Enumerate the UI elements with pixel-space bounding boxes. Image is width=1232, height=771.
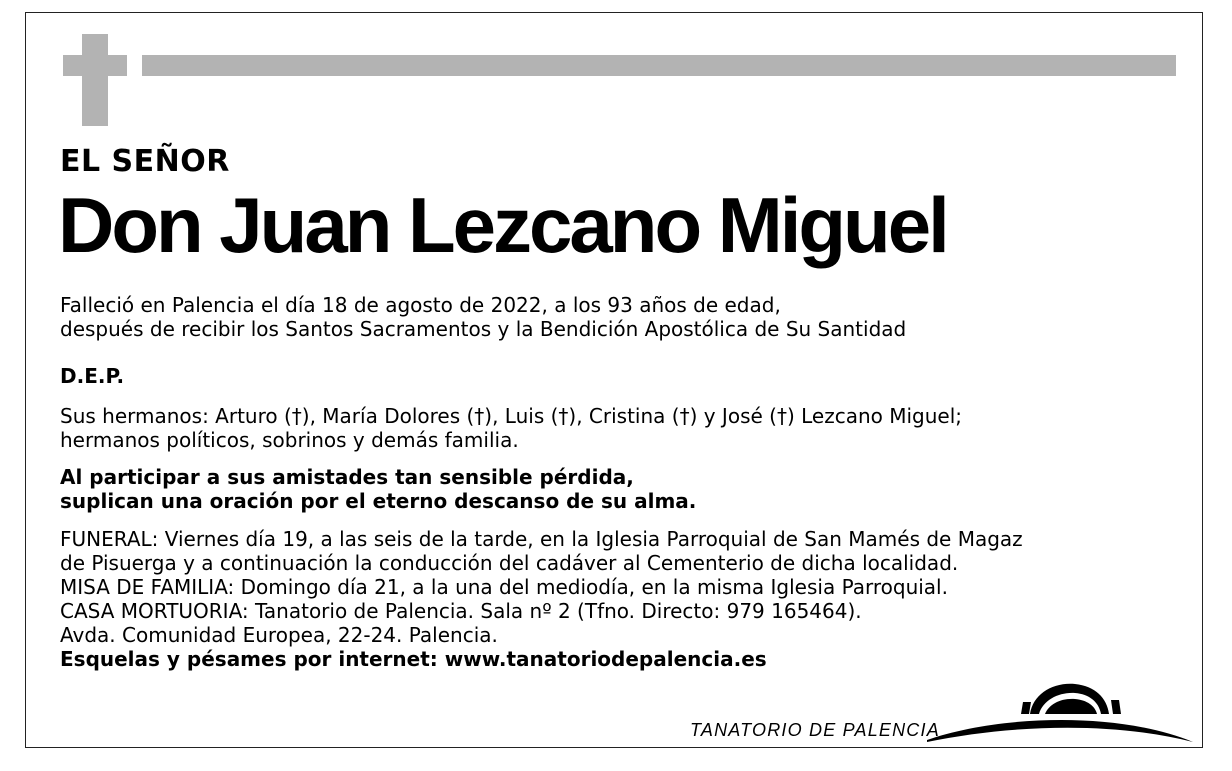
- death-notice-line: Falleció en Palencia el día 18 de agosto de 2022, a los 93 años de edad,: [60, 293, 781, 317]
- header-divider-bar: [142, 55, 1176, 76]
- cross-icon-vertical: [82, 34, 108, 126]
- service-detail-line: MISA DE FAMILIA: Domingo día 21, a la una del mediodía, en la misma Iglesia Parroquial.: [60, 575, 948, 599]
- death-notice-line: después de recibir los Santos Sacramentos y la Bendición Apostólica de Su Santidad: [60, 317, 907, 341]
- prayer-request-line: suplican una oración por el eterno descanso de su alma.: [60, 489, 697, 513]
- family-list: [60, 404, 962, 452]
- service-details: [60, 527, 1023, 671]
- internet-notice: Esquelas y pésames por internet: www.tanatoriodepalencia.es: [60, 647, 767, 671]
- service-detail-line: Avda. Comunidad Europea, 22-24. Palencia.: [60, 623, 498, 647]
- family-line: hermanos políticos, sobrinos y demás familia.: [60, 428, 519, 452]
- family-line: Sus hermanos: Arturo (†), María Dolores (†), Luis (†), Cristina (†) y José (†) Lezcano Miguel;: [60, 404, 963, 428]
- service-detail-line: de Pisuerga y a continuación la conducción del cadáver al Cementerio de dicha localidad.: [60, 551, 959, 575]
- pretitle: EL SEÑOR: [60, 144, 230, 179]
- service-detail-line: CASA MORTUORIA: Tanatorio de Palencia. Sala nº 2 (Tfno. Directo: 979 165464).: [60, 599, 862, 623]
- cross-icon-horizontal: [63, 55, 127, 76]
- death-notice: [60, 293, 906, 341]
- dep-label: D.E.P.: [60, 364, 125, 388]
- funeral-home-name: TANATORIO DE PALENCIA: [690, 720, 940, 740]
- deceased-name: Don Juan Lezcano Miguel: [58, 181, 947, 269]
- prayer-request-line: Al participar a sus amistades tan sensible pérdida,: [60, 465, 634, 489]
- tanatorio-logo-icon: [925, 672, 1195, 752]
- prayer-request: [60, 465, 696, 513]
- service-detail-line: FUNERAL: Viernes día 19, a las seis de la tarde, en la Iglesia Parroquial de San Mamés de Magaz: [60, 527, 1023, 551]
